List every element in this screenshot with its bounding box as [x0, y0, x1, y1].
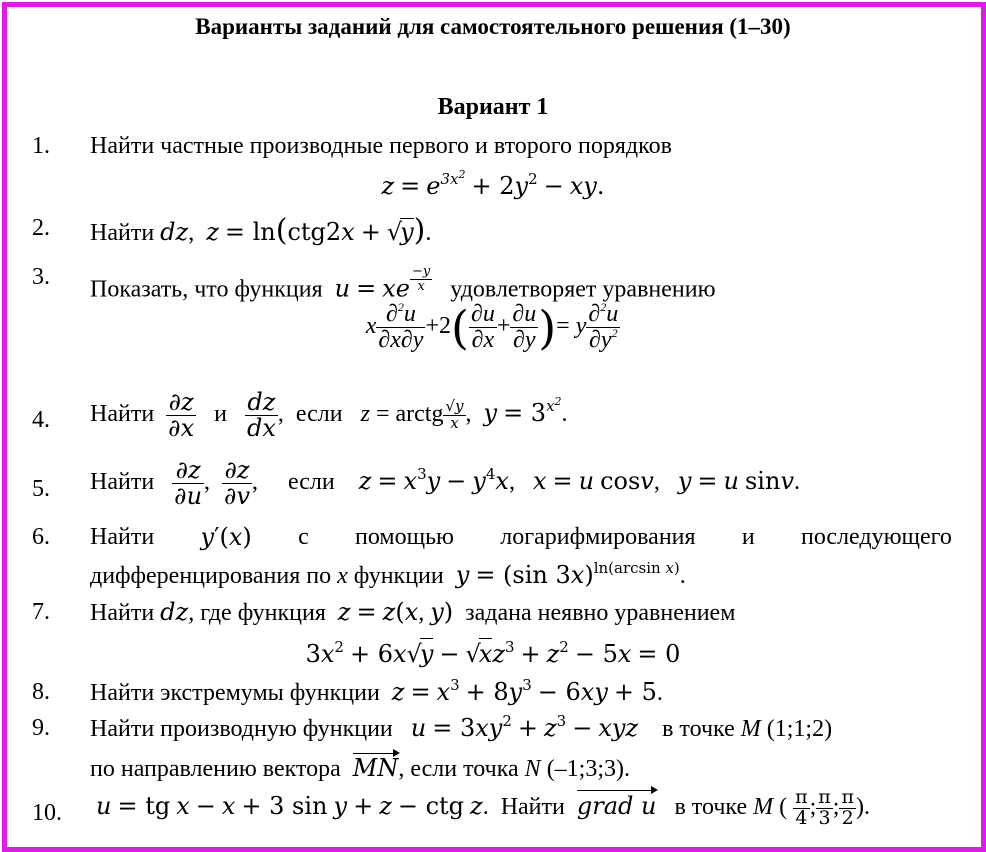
item-2-label: Найти	[90, 220, 155, 246]
item-number-8: 8.	[32, 679, 50, 705]
item-5-label-c: если	[288, 469, 335, 496]
item-6-label-a: Найти	[90, 524, 155, 550]
item-6-line-2: дифференцирования по x функции y = (sin 3x)$^{ln(arcsin x)}$.	[90, 559, 686, 589]
item-number-6: 6.	[32, 524, 50, 550]
item-6-word-4: и	[741, 524, 755, 550]
item-9-line-2: по направлению вектора MN, если точка N (–1;3;3).	[90, 754, 631, 782]
item-6-line-1: Найти y′(x) с помощью логарифмирования и последующего	[90, 523, 952, 551]
item-number-7: 7.	[32, 599, 50, 625]
item-10-text: u = tg x − x + 3 sin y + z − ctg z. Найти grad u в точке M ( $\frac{\pi}{4}$ ; $\frac{\pi}{3}$ ; $\frac{\pi}{2}$ ).	[96, 786, 870, 829]
item-9-label-d: по направлению вектора	[90, 756, 341, 782]
item-9-label-e: , если точка	[398, 756, 519, 782]
item-3-label-b: удовлетворяет уравнению	[450, 276, 716, 303]
item-10-label-a: Найти	[500, 793, 565, 820]
item-4-text: Найти $\frac{\partial z}{\partial x}$ и $\frac{dz}{dx}$ , если z = arctg $\frac{√y}{x}$ , $y = 3^{x^2}$.	[90, 388, 568, 443]
item-number-10: 10.	[32, 800, 62, 826]
item-1-formula: $z = e^{3x^2} + 2y^2$ − xy.	[381, 168, 605, 200]
item-3-text: Показать, что функция u = xe $^{\frac{-y}{x}}$ удовлетворяет уравнению	[90, 264, 716, 303]
item-4-label-b: и	[214, 401, 227, 428]
item-3-equation: x $\frac{\partial^2u}{\partial x\partial y}$ +2( $\frac{\partial u}{\partial x}$ + $\frac{\partial u}{\partial y}$ )= y $\frac{\partial^2u}{\partial y^2}$	[365, 300, 619, 355]
item-3-label-a: Показать, что функция	[90, 276, 323, 303]
item-1-text: Найти частные производные первого и второго порядков	[90, 133, 672, 159]
item-7-label-a: Найти	[90, 600, 155, 626]
item-7-label-c: задана неявно уравнением	[465, 600, 736, 626]
item-2-text: Найти dz, z = ln(ctg2x + √y).	[90, 213, 432, 248]
item-9-label-a: Найти производную функции	[90, 716, 393, 742]
item-6-word-1: с	[298, 524, 309, 550]
item-7-text: Найти dz, где функция z = z(x, y) задана неявно уравнением	[90, 598, 736, 626]
item-8-text: Найти экстремумы функции $z = x^3 + 8y^3 - 6xy + 5$.	[90, 676, 663, 706]
item-number-2: 2.	[32, 215, 50, 241]
item-5-text: Найти $\frac{\partial z}{\partial u}$ , $\frac{\partial z}{\partial v}$ , если $z = x^3y - y^4x$, x = u cosv, y = u sinv.	[90, 456, 800, 511]
item-number-4: 4.	[32, 407, 50, 433]
item-4-label-a: Найти	[90, 401, 155, 428]
item-9-label-b: в точке	[662, 716, 735, 742]
item-number-5: 5.	[32, 476, 50, 502]
item-6-word-3: логарифмирования	[500, 524, 696, 550]
item-9-point-m: (1;1;2)	[766, 716, 833, 742]
item-10-label-b: в точке	[674, 793, 748, 820]
page-title: Варианты заданий для самостоятельного решения (1–30)	[195, 14, 791, 39]
item-number-9: 9.	[32, 715, 50, 741]
item-9-line-1: Найти производную функции $u = 3xy^2 + z^3$ − xyz в точке M (1;1;2)	[90, 712, 833, 742]
item-8-label: Найти экстремумы функции	[90, 680, 380, 706]
item-number-1: 1.	[32, 133, 50, 159]
item-number-3: 3.	[32, 264, 50, 290]
item-4-label-c: если	[295, 401, 343, 428]
item-6-label-c: функции	[353, 563, 444, 589]
item-7-label-b: , где функция	[188, 600, 326, 626]
item-9-point-n: (–1;3;3).	[546, 756, 631, 782]
item-7-equation: $3x^2 + 6x√y - √xz^3 + z^2 - 5x = 0$	[305, 638, 681, 668]
item-6-word-2: помощью	[355, 524, 454, 550]
item-6-word-5: последующего	[800, 524, 952, 550]
item-6-label-b: дифференцирования по	[90, 563, 332, 589]
item-5-label-a: Найти	[90, 469, 155, 496]
variant-heading: Вариант 1	[437, 94, 549, 120]
